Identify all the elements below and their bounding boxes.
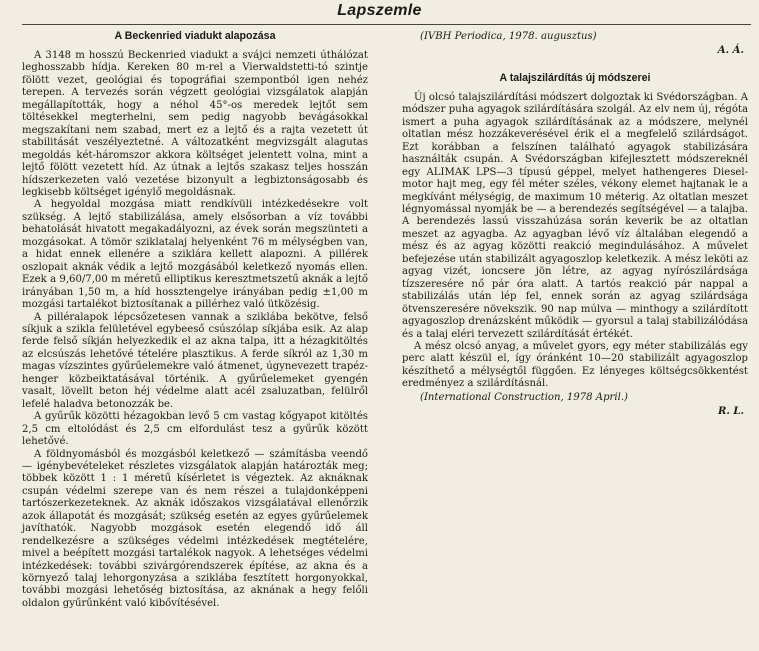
- article2-source: (International Construction, 1978 April.): [420, 391, 628, 403]
- left-column: [22, 30, 368, 610]
- article1-title: A Beckenried viadukt alapozása: [114, 30, 276, 42]
- page-title: Lapszemle: [337, 2, 422, 19]
- article-spacer: [402, 58, 748, 72]
- article1-paragraph: A 3148 m hosszú Beckenried viadukt a svájci nemzeti úthálózat leghosszabb hídja. Kereken 80 m-rel a Vierwaldstetti-tó szintje fölött vezet, geológiai és topográfiai szempontból igen nehéz terepen. A tervezés során végzett geológiai vizsgálatok alapján megállapították, hogy a néhol 45°-os meredek lejtőt sem töltésekkel megterhelni, sem pedig nagyobb bevágásokkal megszakítani nem szabad, mert ez a lejtő és a rajta vezetett út stabilitását veszélyeztetné. A változatként megvizsgált alagutas megoldás két-háromszor akkora költséget jelentett volna, mint a lejtő fölött vezetett híd. Az útnak a lejtős szakasz teljes hosszán hídszerkezeten való vezetése bizonyult a legbiztonságosabb és legkisebb költséget igénylő megoldásnak.: [22, 50, 368, 198]
- article1-paragraph: A földnyomásból és mozgásból keletkező — számításba veendő — igénybevételeket részletes vizsgálatok alapján határozták meg; többek között 1 : 1 méretű kísérletet is végeztek. Az aknáknak csupán védelmi szerepe van és nem részei a tulajdonképpeni tartószerkezeteknek. Az aknák időszakos vizsgálatával ellenőrzik azok állapotát és mozgását; szükség esetén az egyes gyűrűelemek javíthatók. Nagyobb mozgások esetén elegendő idő áll rendelkezésre a szükséges védelmi intézkedések megtételére, mivel a beépített mozgási tartalékok nagyok. A lehetséges védelmi intézkedések: további szivárgórendszerek építése, az akna és a környező talaj lehorgonyzása a sziklába fesztített horgonyokkal, további mozgási lehetőség biztosítása, az aknának a hegy felőli oldalon gyűrűnként való kibővítésével.: [22, 448, 368, 609]
- title-divider: [22, 24, 751, 25]
- article1-paragraph: A pilléralapok lépcsőzetesen vannak a sziklába bekötve, felső síkjuk a szikla felületével egybeeső csúszólap síkjába esik. Az alap ferde felső síkján helyezkedik el az akna talpa, itt a hézagkitöltés az elcsúszás lehetővé tételére plasztikus. A ferde síkról az 1,30 m magas vízszintes gyűrűelemekre való átmenet, úgynevezett trapéz-henger közbeiktatásával történik. A gyűrűelemeket gyengén vasalt, lövellt beton héj védelme alatt acél zsaluzatban, felülről lefelé haladva betonozzák be.: [22, 311, 368, 410]
- article2-title: A talajszilárdítás új módszerei: [499, 71, 651, 84]
- right-column-content: [402, 30, 748, 419]
- article1-source-citation: (IVBH Periodica, 1978. augusztus): [420, 31, 597, 42]
- article2-signature: R. L.: [717, 406, 744, 418]
- article1-paragraph: A gyűrűk közötti hézagokban levő 5 cm vastag kőgyapot kitöltés 2,5 cm eltolódást és 2,5 cm elfordulást tesz a gyűrűk között lehetővé.: [22, 411, 368, 448]
- article1-paragraph: A hegyoldal mozgása miatt rendkívüli intézkedésekre volt szükség. A lejtő stabilizálása, amely elsősorban a víz további behatolását hivatott megakadályozni, az évek során megszünteti a mozgásokat. A tömör sziklatalaj helyenként 76 m mélységben van, a hidat ennek ellenére a sziklára kellett alapozni. A pillérek oszlopait aknák védik a lejtő mozgásából keletkező nyomás ellen. Ezek a 9,60/7,00 m méretű elliptikus keresztmetszetű aknák a lejtő irányában 1,50 m, a híd hossztengelye irányában pedig ±1,00 m mozgási tartalékot biztosítanak a pillérhez való ütközésig.: [22, 199, 368, 311]
- article2-paragraph: A mész olcsó anyag, a művelet gyors, egy méter stabilizálás egy perc alatt készül el, így óránként 10—20 stabilizált agyagoszlop készíthető a mélységtől függően. Ez lényeges költségcsökkentést eredményez a szilárdításnál.: [402, 340, 748, 390]
- article2-paragraph: Új olcsó talajszilárdítási módszert dolgoztak ki Svédországban. A módszer puha agyagok szilárdítására szolgál. Az elv nem új, régóta ismert a puha agyagok szilárdításának az a módszere, melynél oltatlan mész hozzákeverésével érik el a megfelelő szilárdságot. Ezt korábban a felszínen található agyagok stabilizására használták csupán. A Svédországban kifejlesztett módszereknél egy ALIMAK LPS—3 típusú géppel, melyet hathengeres Diesel-motor hajt meg, egy fél méter széles, vékony elemet hajtanak le a megkívánt mélységig, de maximum 10 méterig. Az oltatlan meszet légnyomással nyomják be — a berendezés segítségével — a talajba. A berendezés lassú visszahúzása során keverik be az oltatlan meszet az agyagba. Az agyagban lévő víz általában elegendő a mész és az agyag közötti reakció megindulásához. A művelet befejezése után stabilizált agyagoszlop keletkezik. A mész leköti az agyag vizét, ioncsere jön létre, az agyag nyírószilárdsága tízszeresére nő pár óra alatt. A tartós reakció pár nappal a stabilizálás után lép fel, ennek során az agyag szilárdsága ötvenszeresére növekszik. 90 nap múlva — minthogy a szilárdított agyagoszlop drenázsként működik — gyorsul a talaj stabilizálódása és a talaj eléri tervezett szilárdítását értékét.: [402, 91, 748, 340]
- article1-signature: A. Á.: [717, 45, 744, 57]
